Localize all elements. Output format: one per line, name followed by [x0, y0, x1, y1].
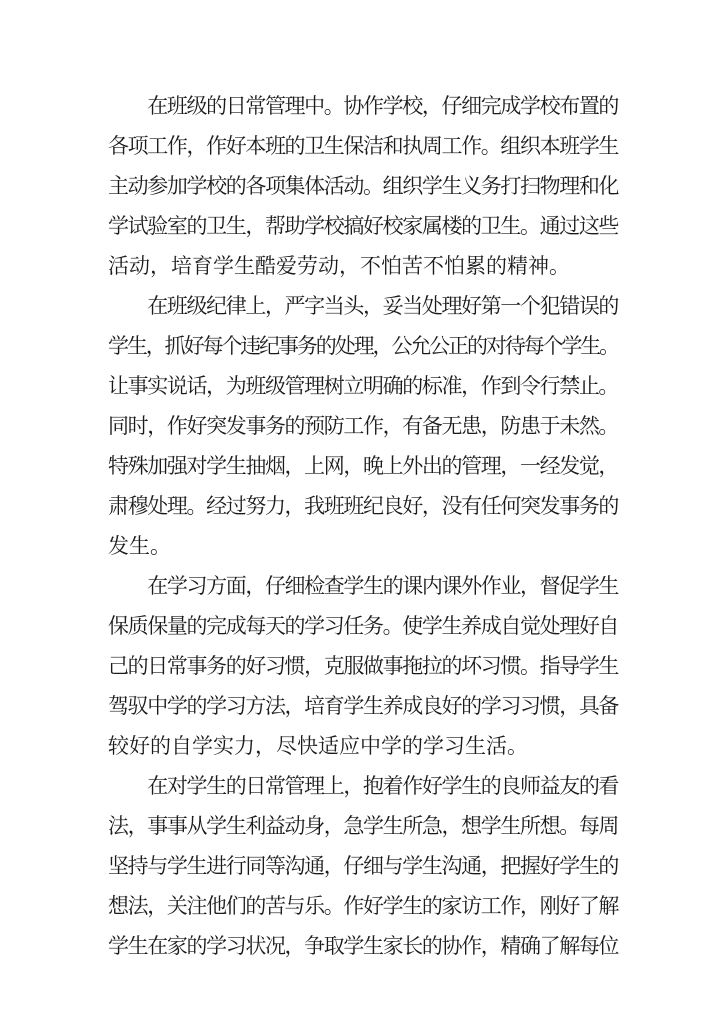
- text-line: 在学习方面，仔细检查学生的课内课外作业，督促学生: [108, 574, 618, 598]
- paragraph-daily-management: [108, 86, 618, 286]
- text-line: 法，事事从学生利益动身，急学生所急，想学生所想。每周: [108, 814, 618, 838]
- text-line: 己的日常事务的好习惯，克服做事拖拉的坏习惯。指导学生: [108, 654, 618, 678]
- text-line: 想法，关注他们的苦与乐。作好学生的家访工作，刚好了解: [108, 894, 618, 918]
- text-line: 在班级的日常管理中。协作学校，仔细完成学校布置的: [108, 94, 618, 118]
- text-line: 特殊加强对学生抽烟，上网，晚上外出的管理，一经发觉，: [108, 454, 618, 478]
- text-line: 在对学生的日常管理上，抱着作好学生的良师益友的看: [108, 774, 618, 798]
- text-line: 在班级纪律上，严字当头，妥当处理好第一个犯错误的: [108, 294, 618, 318]
- text-line: 活动，培育学生酷爱劳动，不怕苦不怕累的精神。: [108, 254, 570, 278]
- text-line: 保质保量的完成每天的学习任务。使学生养成自觉处理好自: [108, 614, 618, 638]
- text-line: 较好的自学实力，尽快适应中学的学习生活。: [108, 734, 528, 758]
- paragraph-student-care: [108, 766, 618, 966]
- paragraph-class-discipline: [108, 286, 618, 566]
- text-line: 同时，作好突发事务的预防工作，有备无患，防患于未然。: [108, 414, 618, 438]
- paragraph-study: [108, 566, 618, 766]
- text-line: 学生在家的学习状况，争取学生家长的协作，精确了解每位: [108, 934, 618, 958]
- text-line: 学生，抓好每个违纪事务的处理，公允公正的对待每个学生。: [108, 334, 618, 358]
- text-line: 主动参加学校的各项集体活动。组织学生义务打扫物理和化: [108, 174, 618, 198]
- text-line: 发生。: [108, 534, 171, 558]
- text-line: 各项工作，作好本班的卫生保洁和执周工作。组织本班学生: [108, 134, 618, 158]
- text-line: 驾驭中学的学习方法，培育学生养成良好的学习习惯，具备: [108, 694, 618, 718]
- text-line: 肃穆处理。经过努力，我班班纪良好，没有任何突发事务的: [108, 494, 618, 518]
- text-line: 坚持与学生进行同等沟通，仔细与学生沟通，把握好学生的: [108, 854, 618, 878]
- body-text: [108, 86, 618, 966]
- text-line: 让事实说话，为班级管理树立明确的标准，作到令行禁止。: [108, 374, 618, 398]
- text-line: 学试验室的卫生，帮助学校搞好校家属楼的卫生。通过这些: [108, 214, 618, 238]
